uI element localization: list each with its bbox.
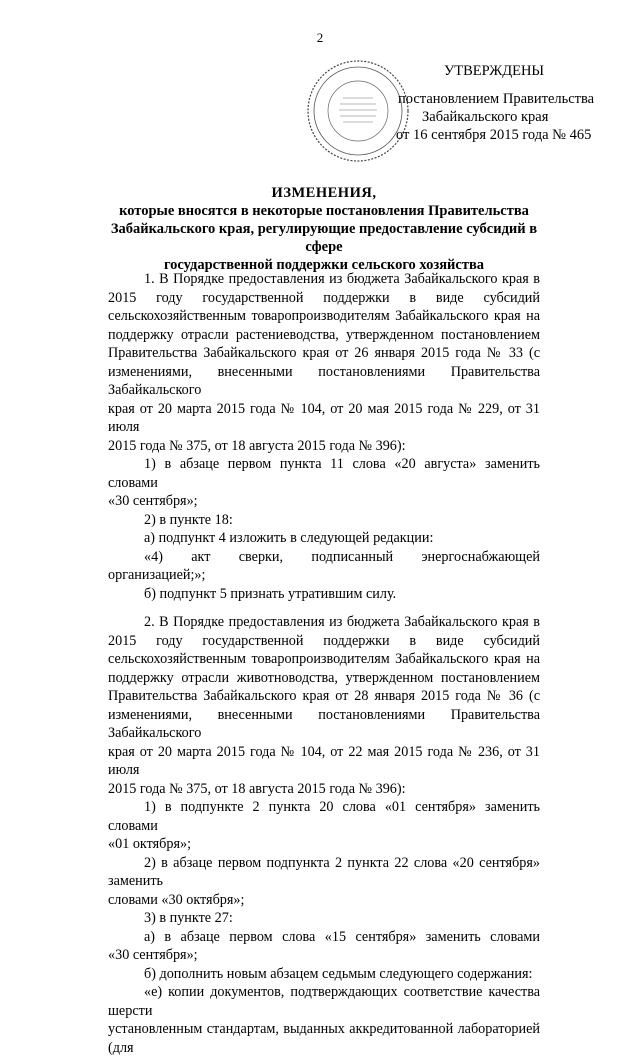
- list-item: «30 сентября»;: [108, 493, 198, 509]
- approval-line-3: от 16 сентября 2015 года № 465: [396, 127, 592, 143]
- page-number: 2: [316, 30, 324, 45]
- paragraph-1-line: 1. В Порядке предоставления из бюджета Забайкальского края в: [144, 271, 540, 287]
- list-item: словами «30 октября»;: [108, 891, 245, 908]
- approval-block: [396, 62, 594, 144]
- document-body: [108, 270, 540, 1057]
- paragraph-2-line: 2015 года № 375, от 18 августа 2015 года № 396):: [108, 780, 406, 797]
- list-item: 1) в абзаце первом пункта 11 слова «20 августа» заменить словами: [108, 456, 540, 491]
- list-item: установленным стандартам, выданных аккредитованной лабораторией (для: [108, 1021, 540, 1056]
- list-item: «01 октября»;: [108, 836, 192, 852]
- paragraph-2-line: Правительства Забайкальского края от 28 января 2015 года № 36 (с: [108, 688, 540, 704]
- list-item: а) в абзаце первом слова «15 сентября» заменить словами: [144, 928, 540, 945]
- approval-line-2: Забайкальского края: [422, 109, 549, 125]
- paragraph-1-line: поддержку отрасли растениеводства, утвержденном постановлением: [108, 326, 540, 343]
- paragraph-1-line: 2015 года № 375, от 18 августа 2015 года № 396):: [108, 437, 406, 454]
- approval-line-1: постановлением Правительства: [398, 91, 595, 107]
- heading-title: ИЗМЕНЕНИЯ,: [271, 185, 377, 201]
- paragraph-2-line: 2. В Порядке предоставления из бюджета Забайкальского края в: [144, 614, 540, 630]
- heading-line-2: Забайкальского края, регулирующие предоставление субсидий в сфере: [110, 221, 538, 255]
- list-item: 2) в абзаце первом подпункта 2 пункта 22 слова «20 сентября» заменить: [108, 854, 540, 889]
- heading-line-1: которые вносятся в некоторые постановления Правительства: [119, 203, 529, 219]
- paragraph-2-line: изменениями, внесенными постановлениями Правительства Забайкальского: [108, 706, 540, 741]
- list-item: «4) акт сверки, подписанный энергоснабжающей организацией;»;: [108, 548, 540, 583]
- list-item: «е) копии документов, подтверждающих соответствие качества шерсти: [108, 984, 540, 1019]
- approval-title: УТВЕРЖДЕНЫ: [444, 63, 545, 79]
- list-item: а) подпункт 4 изложить в следующей редакции:: [144, 530, 434, 546]
- list-item: 1) в подпункте 2 пункта 20 слова «01 сентября» заменить словами: [108, 799, 540, 834]
- paragraph-1-line: изменениями, внесенными постановлениями Правительства Забайкальского: [108, 363, 540, 398]
- paragraph-1-line: 2015 году государственной поддержки в виде субсидий: [108, 289, 540, 306]
- paragraph-1-line: Правительства Забайкальского края от 26 января 2015 года № 33 (с: [108, 345, 540, 361]
- paragraph-2-line: сельскохозяйственным товаропроизводителям Забайкальского края на: [108, 651, 540, 667]
- paragraph-2-line: края от 20 марта 2015 года № 104, от 22 мая 2015 года № 236, от 31 июля: [108, 743, 540, 778]
- list-item: 3) в пункте 27:: [144, 910, 233, 926]
- paragraph-2-line: 2015 году государственной поддержки в виде субсидий: [108, 632, 540, 649]
- list-item: б) подпункт 5 признать утратившим силу.: [144, 585, 397, 602]
- paragraph-2-line: поддержку отрасли животноводства, утвержденном постановлением: [108, 669, 540, 686]
- heading-line-3: государственной поддержки сельского хозяйства: [163, 257, 485, 273]
- paragraph-1-line: сельскохозяйственным товаропроизводителям Забайкальского края на: [108, 308, 540, 324]
- list-item: «30 сентября»;: [108, 947, 198, 963]
- list-item: б) дополнить новым абзацем седьмым следующего содержания:: [144, 965, 533, 982]
- paragraph-1-line: края от 20 марта 2015 года № 104, от 20 мая 2015 года № 229, от 31 июля: [108, 400, 540, 435]
- list-item: 2) в пункте 18:: [144, 511, 233, 528]
- document-heading: [104, 184, 544, 274]
